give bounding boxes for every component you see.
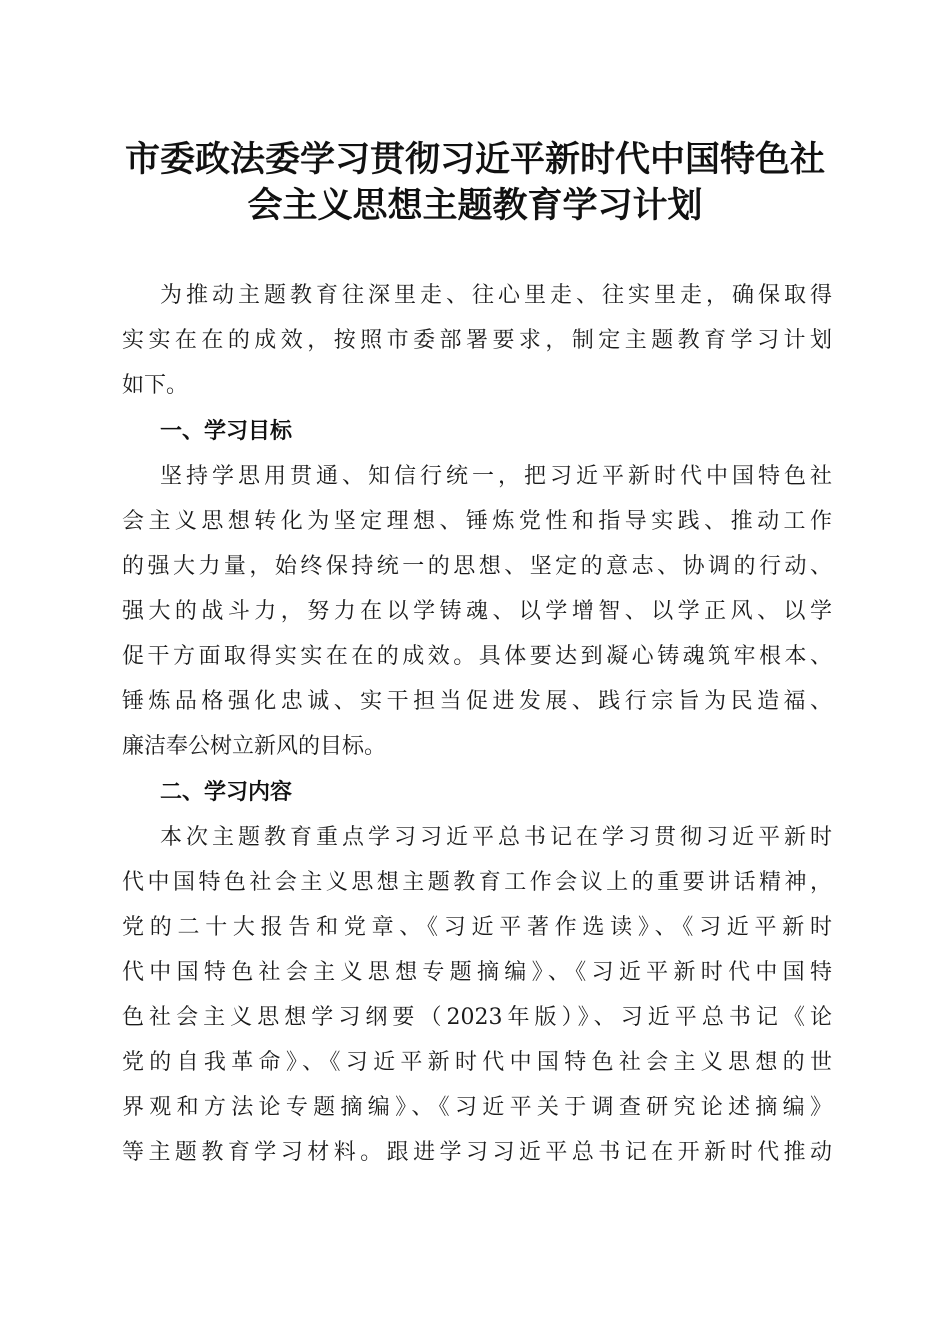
goals-line-1: 坚持学思用贯通、知信行统一，把习近平新时代中国特色社 <box>160 464 832 489</box>
content-line-2: 代中国特色社会主义思想主题教育工作会议上的重要讲话精神， <box>122 870 832 895</box>
goals-line-7: 廉洁奉公树立新风的目标。 <box>122 734 387 759</box>
content-line-3: 党的二十大报告和党章、《习近平著作选读》、《习近平新时 <box>122 915 832 940</box>
content-line-7: 界观和方法论专题摘编》、《习近平关于调查研究论述摘编》 <box>122 1095 832 1120</box>
content-line-4: 代中国特色社会主义思想专题摘编》、《习近平新时代中国特 <box>122 960 832 985</box>
goals-line-2: 会主义思想转化为坚定理想、锤炼党性和指导实践、推动工作 <box>122 509 832 534</box>
content-line-5: 色社会主义思想学习纲要（2023年版）》、习近平总书记《论 <box>122 1005 832 1030</box>
document-title-line-2: 会主义思想主题教育学习计划 <box>247 185 703 226</box>
intro-line-3: 如下。 <box>122 373 189 398</box>
content-line-6: 党的自我革命》、《习近平新时代中国特色社会主义思想的世 <box>122 1050 832 1075</box>
document-title-line-1: 市委政法委学习贯彻习近平新时代中国特色社 <box>124 139 825 180</box>
content-line-8: 等主题教育学习材料。跟进学习习近平总书记在开新时代推动 <box>122 1140 832 1165</box>
section-heading-goals: 一、学习目标 <box>160 419 293 444</box>
goals-line-4: 强大的战斗力，努力在以学铸魂、以学增智、以学正风、以学 <box>122 599 832 624</box>
goals-line-6: 锤炼品格强化忠诚、实干担当促进发展、践行宗旨为民造福、 <box>122 689 832 714</box>
content-line-1: 本次主题教育重点学习习近平总书记在学习贯彻习近平新时 <box>160 825 832 850</box>
section-heading-content: 二、学习内容 <box>160 780 293 805</box>
goals-line-5: 促干方面取得实实在在的成效。具体要达到凝心铸魂筑牢根本、 <box>122 644 832 669</box>
goals-line-3: 的强大力量，始终保持统一的思想、坚定的意志、协调的行动、 <box>122 554 832 579</box>
intro-line-2: 实实在在的成效，按照市委部署要求，制定主题教育学习计划 <box>122 328 832 353</box>
intro-line-1: 为推动主题教育往深里走、往心里走、往实里走，确保取得 <box>160 283 832 308</box>
